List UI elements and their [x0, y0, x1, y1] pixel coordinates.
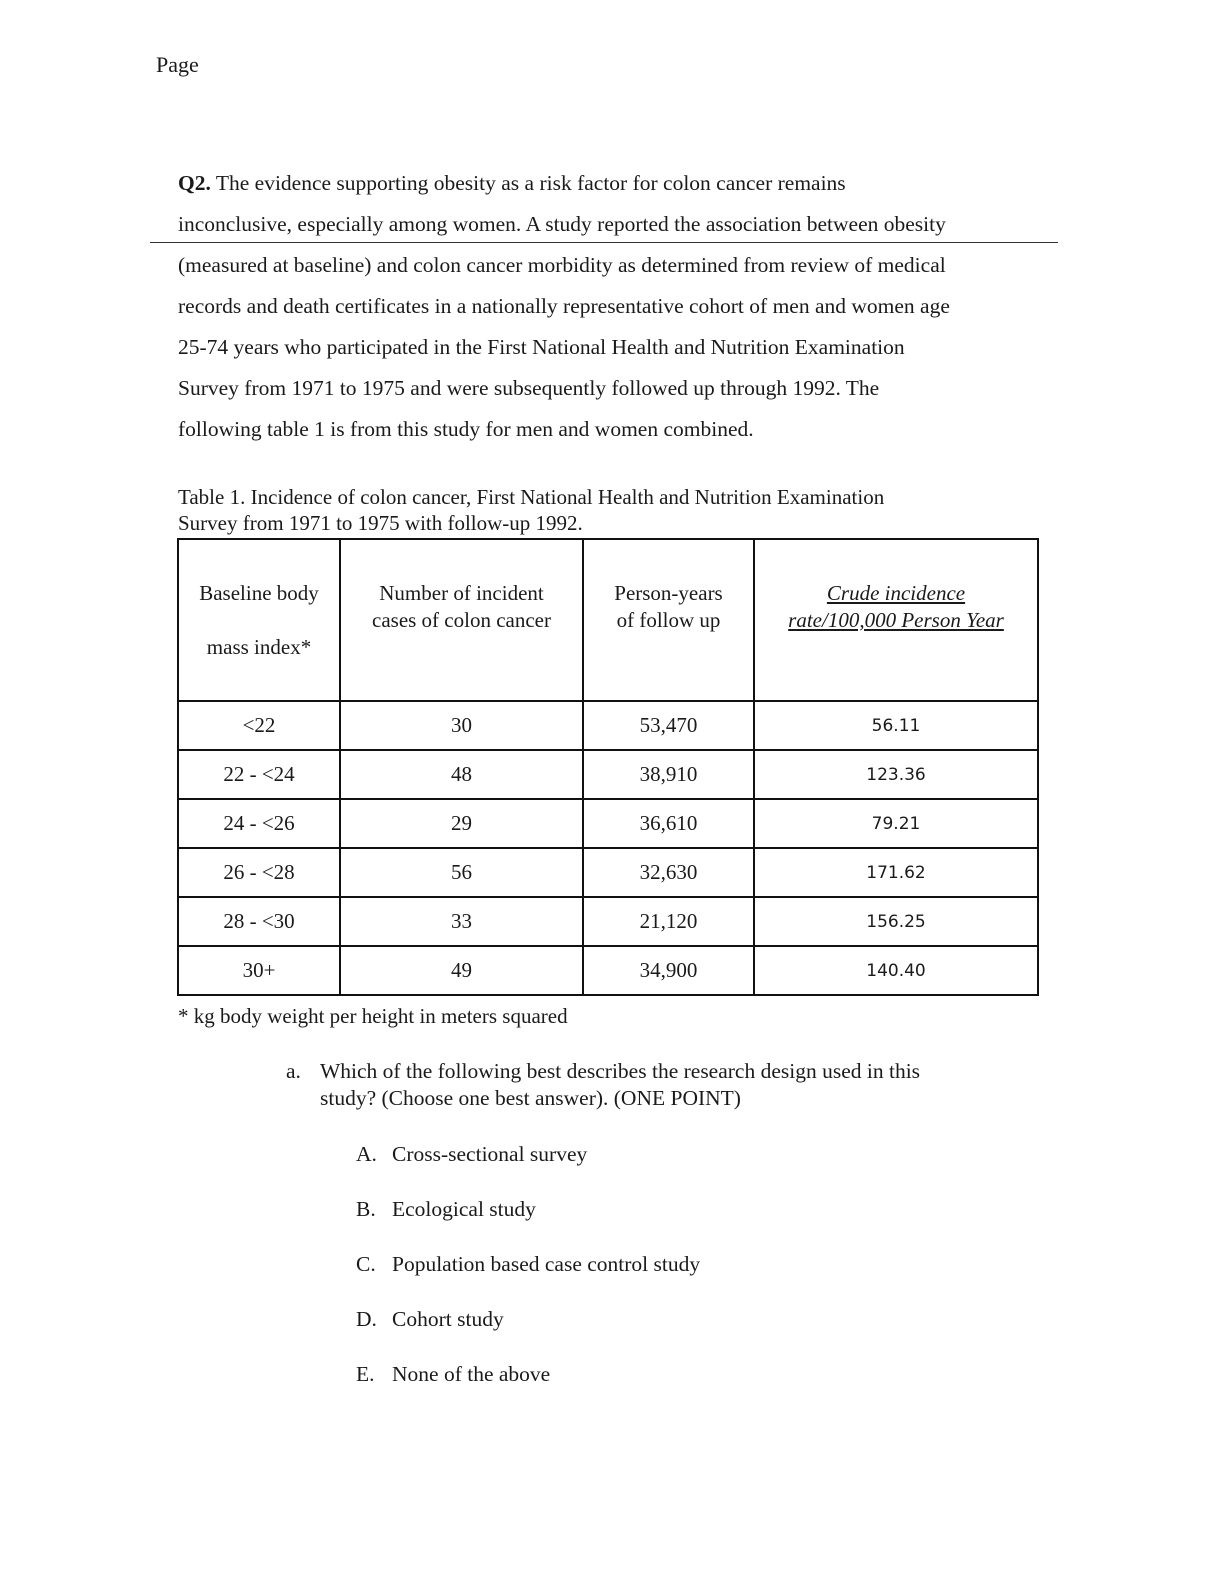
question-text: [178, 166, 1058, 453]
cell-person-years: 36,610: [583, 799, 754, 848]
header-line: Number of incident: [379, 581, 544, 605]
question-line: following table 1 is from this study for men and women combined.: [178, 417, 754, 441]
column-header-person-years: [583, 539, 754, 701]
question-line: [178, 166, 1058, 207]
cell-cases: 56: [340, 848, 583, 897]
incidence-table: [177, 538, 1039, 996]
cell-cases: 30: [340, 701, 583, 750]
question-line: Survey from 1971 to 1975 and were subsequently followed up through 1992. The: [178, 376, 880, 400]
subquestion-line: Which of the following best describes the research design used in this: [320, 1059, 921, 1083]
question-line: 25-74 years who participated in the First National Health and Nutrition Examination: [178, 335, 905, 359]
answer-options: [356, 1140, 700, 1415]
cell-person-years: 53,470: [583, 701, 754, 750]
cell-bmi: 30+: [178, 946, 340, 995]
table-row: [178, 799, 1038, 848]
question-line-text: The evidence supporting obesity as a risk factor for colon cancer remains: [210, 171, 846, 195]
cell-bmi: 22 - <24: [178, 750, 340, 799]
option-letter: E.: [356, 1362, 375, 1386]
cell-rate: 140.40: [754, 946, 1038, 995]
cell-rate: 171.62: [754, 848, 1038, 897]
cell-rate: 156.25: [754, 897, 1038, 946]
option-letter: C.: [356, 1252, 376, 1276]
header-line: Person-years: [614, 581, 723, 605]
header-line: of follow up: [616, 608, 721, 632]
column-header-bmi: [178, 539, 340, 701]
table-row: [178, 750, 1038, 799]
header-line: mass index*: [206, 635, 312, 659]
option-text: Cohort study: [392, 1307, 504, 1331]
table-footnote: * kg body weight per height in meters squared: [178, 1004, 568, 1028]
header-line: Crude incidence: [826, 581, 966, 605]
answer-option[interactable]: [356, 1250, 700, 1305]
subquestion-letter: a.: [286, 1059, 301, 1083]
table-caption-line: Survey from 1971 to 1975 with follow-up 1992.: [178, 511, 583, 535]
cell-rate: 79.21: [754, 799, 1038, 848]
question-line: (measured at baseline) and colon cancer morbidity as determined from review of medical: [178, 253, 946, 277]
subquestion: [286, 1058, 1006, 1112]
cell-bmi: 24 - <26: [178, 799, 340, 848]
cell-cases: 29: [340, 799, 583, 848]
column-header-cases: [340, 539, 583, 701]
answer-option[interactable]: [356, 1305, 700, 1360]
table-row: [178, 897, 1038, 946]
cell-cases: 49: [340, 946, 583, 995]
option-text: None of the above: [392, 1362, 551, 1386]
answer-option[interactable]: [356, 1140, 700, 1195]
option-text: Ecological study: [392, 1197, 536, 1221]
cell-bmi: <22: [178, 701, 340, 750]
cell-rate: 56.11: [754, 701, 1038, 750]
header-line: Baseline body: [199, 581, 319, 605]
option-text: Population based case control study: [392, 1252, 701, 1276]
cell-person-years: 38,910: [583, 750, 754, 799]
question-line: records and death certificates in a nationally representative cohort of men and women age: [178, 294, 950, 318]
question-number: Q2.: [178, 171, 211, 195]
table-caption: [178, 484, 1058, 536]
cell-cases: 48: [340, 750, 583, 799]
horizontal-divider: [150, 242, 1058, 243]
cell-cases: 33: [340, 897, 583, 946]
cell-person-years: 21,120: [583, 897, 754, 946]
table-row: [178, 848, 1038, 897]
table-caption-line: Table 1. Incidence of colon cancer, First National Health and Nutrition Examination: [178, 485, 885, 509]
cell-person-years: 32,630: [583, 848, 754, 897]
question-line: inconclusive, especially among women. A study reported the association between obesity: [178, 212, 946, 236]
table-header-row: [178, 539, 1038, 701]
option-letter: B.: [356, 1197, 376, 1221]
column-header-rate: [754, 539, 1038, 701]
cell-rate: 123.36: [754, 750, 1038, 799]
cell-person-years: 34,900: [583, 946, 754, 995]
cell-bmi: 26 - <28: [178, 848, 340, 897]
answer-option[interactable]: [356, 1195, 700, 1250]
cell-bmi: 28 - <30: [178, 897, 340, 946]
option-letter: D.: [356, 1307, 377, 1331]
option-letter: A.: [356, 1142, 377, 1166]
page-label: Page: [156, 52, 199, 77]
header-line: rate/100,000 Person Year: [788, 608, 1004, 632]
table-row: [178, 701, 1038, 750]
subquestion-line: study? (Choose one best answer). (ONE POINT): [320, 1086, 741, 1110]
answer-option[interactable]: [356, 1360, 700, 1415]
header-line: cases of colon cancer: [372, 608, 551, 632]
option-text: Cross-sectional survey: [392, 1142, 588, 1166]
table-row: [178, 946, 1038, 995]
